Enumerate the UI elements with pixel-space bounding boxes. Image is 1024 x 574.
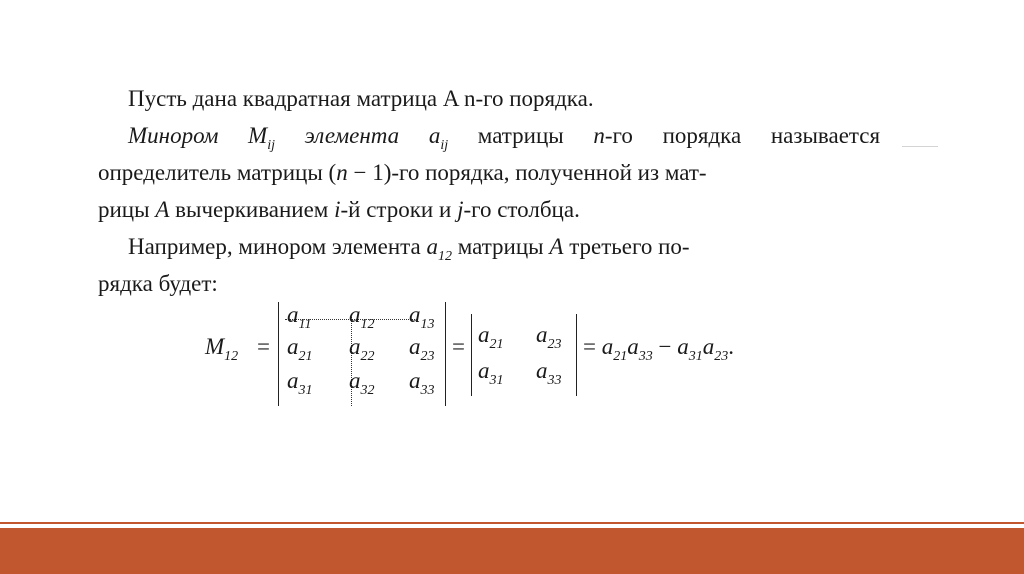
- text-n-order: n-го порядка называется: [593, 123, 881, 148]
- term-element: элемента: [304, 123, 400, 148]
- cell-a11: $a_{11}$: [287, 302, 312, 332]
- determinant-3x3: [278, 302, 446, 406]
- symbol-a: $a_{ij}$: [428, 123, 449, 153]
- cell-a13: $a_{13}$: [409, 302, 435, 332]
- footer-band: [0, 528, 1024, 574]
- cell-a33: $a_{33}$: [409, 368, 435, 398]
- equals-sign-2: =: [452, 334, 465, 359]
- equals-sign-1: =: [257, 334, 270, 359]
- formula-lhs: $M_{12}$: [205, 334, 239, 364]
- symbol-m: $M_{ij}$: [248, 123, 275, 153]
- cell-a12: $a_{12}$: [349, 302, 375, 332]
- cell-b31: $a_{31}$: [478, 358, 504, 388]
- text-line-4: рицы A вычеркиванием i-й строки и j-го столбца.: [98, 197, 580, 222]
- formula-rhs: = $a_{21}a_{33} - a_{31}a_{23}$.: [583, 334, 734, 364]
- cell-b23: $a_{23}$: [536, 322, 562, 352]
- cell-a23: $a_{23}$: [409, 334, 435, 364]
- text-line-1: [128, 80, 880, 117]
- decorative-line: [902, 146, 938, 147]
- text-line-2: [128, 117, 880, 154]
- cell-a32: $a_{32}$: [349, 368, 375, 398]
- text-matrix: матрицы: [477, 123, 564, 148]
- cell-a22: $a_{22}$: [349, 334, 375, 364]
- cell-a31: $a_{31}$: [287, 368, 313, 398]
- footer-line: [0, 522, 1024, 524]
- text-line-3: определитель матрицы (n − 1)-го порядка, полученной из мат-: [98, 160, 707, 185]
- symbol-a12: $a_{12}$: [426, 234, 452, 264]
- text-block: [98, 80, 881, 302]
- cell-b33: $a_{33}$: [536, 358, 562, 388]
- text-line-5: Например, минором элемента $a_{12}$ матрицы A третьего по-: [128, 234, 690, 264]
- text-line-6: рядка будет:: [98, 271, 218, 296]
- paragraph-1-text: Пусть дана квадратная матрица A n-го порядка.: [128, 86, 594, 111]
- cell-a21: $a_{21}$: [287, 334, 313, 364]
- determinant-2x2: [471, 314, 577, 396]
- cell-b21: $a_{21}$: [478, 322, 504, 352]
- term-minor: Минором: [128, 123, 219, 148]
